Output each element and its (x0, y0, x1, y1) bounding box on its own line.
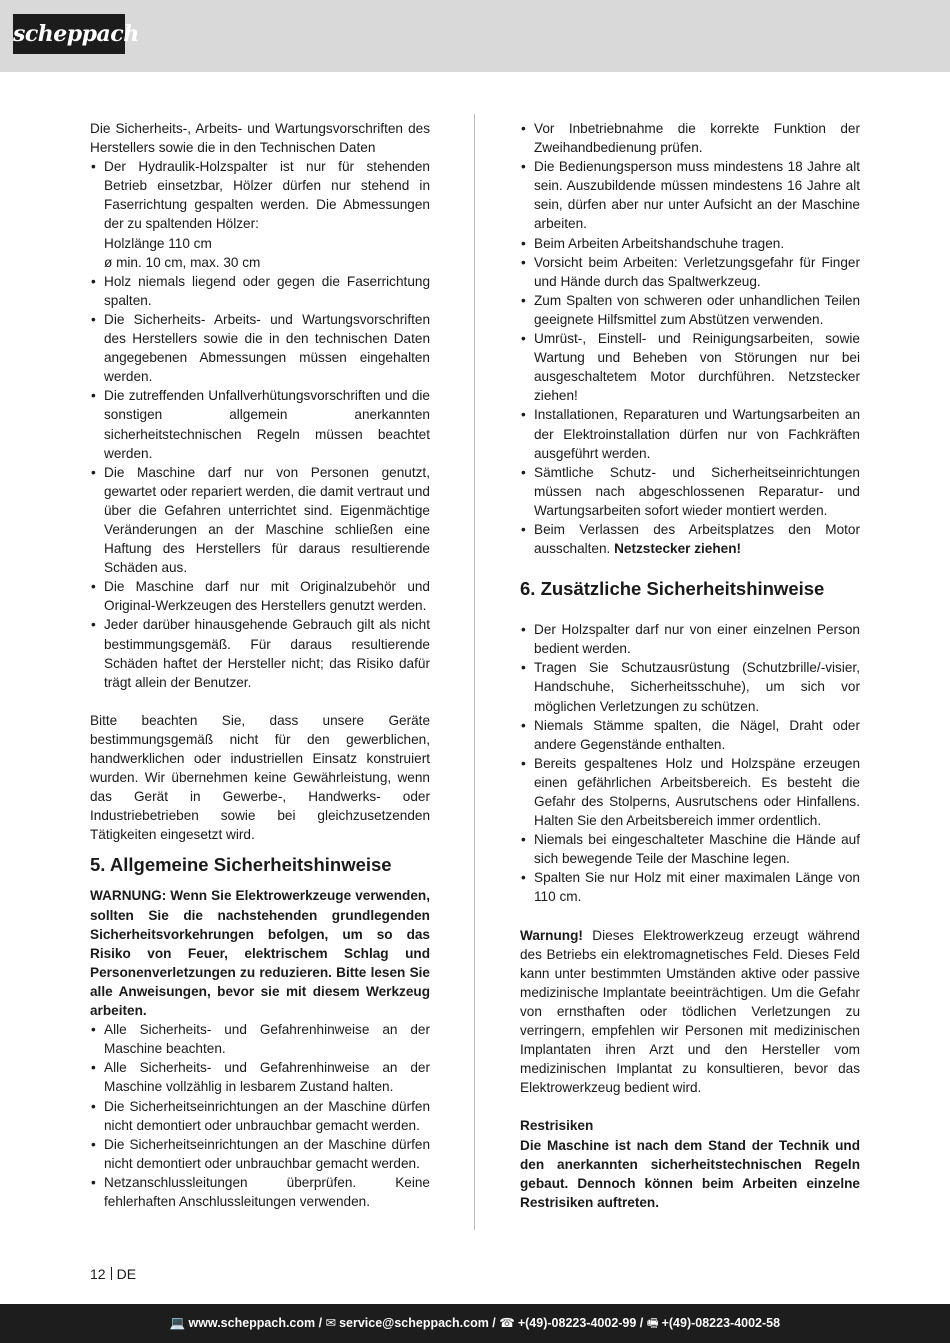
list-item: • Jeder darüber hinausgehende Gebrauch gilt als nicht bestimmungsgemäß. Für daraus resultierende Schäden haftet der Hersteller nicht; das Risiko dafür trägt allein der Benutzer. (90, 615, 430, 691)
list-item (520, 520, 860, 558)
list-item: • Netzanschlussleitungen überprüfen. Keine fehlerhaften Anschlussleitungen verwenden. (90, 1173, 430, 1211)
mail-icon: ✉ (325, 1316, 337, 1330)
header-band (0, 0, 950, 72)
list-item: • Sämtliche Schutz- und Sicherheitseinrichtungen müssen nach abgeschlossenen Reparatur- und Wartungsarbeiten sofort wieder montiert werden. (520, 463, 860, 520)
list-item: • Die Maschine darf nur mit Originalzubehör und Original-Werkzeugen des Herstellers genutzt werden. (90, 577, 430, 615)
section-5-title: 5. Allgemeine Sicherheitshinweise (90, 854, 392, 876)
list-item: • Tragen Sie Schutzausrüstung (Schutzbrille/-visier, Handschuhe, Sicherheitsschuhe), um sich vor möglichen Verletzungen zu schützen. (520, 658, 860, 715)
footer-phone: +(49)-08223-4002-99 / (517, 1316, 644, 1330)
dimension-length: Holzlänge 110 cm (104, 235, 212, 251)
page-number (90, 1265, 136, 1283)
footer-email: service@scheppach.com / (339, 1316, 496, 1330)
page-separator (111, 1267, 112, 1280)
list-item (90, 157, 430, 272)
usage-bullet-list (90, 157, 430, 692)
list-item: • Umrüst-, Einstell- und Reinigungsarbeiten, sowie Wartung und Beheben von Störungen nur bei ausgeschaltetem Motor durchführen. Netzstecker ziehen! (520, 329, 860, 405)
general-safety-list (90, 1020, 430, 1211)
list-item: • Die Maschine darf nur von Personen genutzt, gewartet oder repariert werden, die damit vertraut und über die Gefahren unterrichtet sind. Eigenmächtige Veränderungen an der Maschine schließen eine Haftung des Herstellers für daraus resultierende Schäden aus. (90, 463, 430, 578)
list-item: • Die zutreffenden Unfallverhütungsvorschriften und die sonstigen allgemein anerkannten sicherheitstechnischen Regeln müssen beachtet werden. (90, 386, 430, 462)
section-6-title: 6. Zusätzliche Sicherheitshinweise (520, 578, 825, 600)
footer-web: www.scheppach.com / (188, 1316, 323, 1330)
bullet-text: Der Hydraulik-Holzspalter ist nur für stehenden Betrieb einsetzbar, Hölzer dürfen nur stehend in Faserrichtung gespalten werden. Die Abmessungen der zu spaltenden Hölzer: (104, 159, 430, 232)
computer-icon: 💻 (169, 1316, 186, 1330)
list-item: • Beim Arbeiten Arbeitshandschuhe tragen. (520, 234, 860, 253)
phone-icon: ☎ (499, 1316, 515, 1330)
left-column (90, 119, 430, 1211)
section-5-warning: WARNUNG: Wenn Sie Elektrowerkzeuge verwenden, sollten Sie die nachstehenden grundlegenden Sicherheitsvorkehrungen befolgen, um so das Risiko von Feuer, elektrischem Schlag und Personenverletzungen zu reduzieren. Bitte lesen Sie alle Anweisungen, bevor sie mit diesem Werkzeug arbeiten. (90, 888, 430, 1019)
list-item: • Vorsicht beim Arbeiten: Verletzungsgefahr für Finger und Hände durch das Spaltwerkzeug. (520, 253, 860, 291)
list-item: • Alle Sicherheits- und Gefahrenhinweise an der Maschine beachten. (90, 1020, 430, 1058)
list-item: • Zum Spalten von schweren oder unhandlichen Teilen geeignete Hilfsmittel zum Abstützen verwenden. (520, 291, 860, 329)
list-item: • Niemals bei eingeschalteter Maschine die Hände auf sich bewegende Teile der Maschine legen. (520, 830, 860, 868)
list-item: • Die Sicherheitseinrichtungen an der Maschine dürfen nicht demontiert oder unbrauchbar gemacht werden. (90, 1097, 430, 1135)
intro-text: Die Sicherheits-, Arbeits- und Wartungsvorschriften des Herstellers sowie die in den Technischen Daten (90, 121, 430, 156)
column-divider (474, 114, 475, 1230)
footer-fax: +(49)-08223-4002-58 (661, 1316, 781, 1330)
list-item: • Die Sicherheits- Arbeits- und Wartungsvorschriften des Herstellers sowie die in den technischen Daten angegebenen Abmessungen müssen eingehalten werden. (90, 310, 430, 386)
warning-label: Warnung! (520, 927, 583, 943)
dimension-diameter: ø min. 10 cm, max. 30 cm (104, 254, 261, 270)
list-item: • Der Holzspalter darf nur von einer einzelnen Person bedient werden. (520, 620, 860, 658)
list-item: • Holz niemals liegend oder gegen die Faserrichtung spalten. (90, 272, 430, 310)
scheppach-logo: scheppach (13, 14, 125, 54)
list-item: • Spalten Sie nur Holz mit einer maximalen Länge von 110 cm. (520, 868, 860, 906)
list-item: • Niemals Stämme spalten, die Nägel, Draht oder andere Gegenstände enthalten. (520, 716, 860, 754)
bullet-text: Beim Verlassen des Arbeitsplatzes den Motor ausschalten. (534, 521, 860, 557)
right-column (520, 119, 860, 1212)
disclaimer-text: Bitte beachten Sie, dass unsere Geräte bestimmungsgemäß nicht für den gewerblichen, handwerklichen oder industriellen Einsatz konstruiert wurden. Wir übernehmen keine Gewährleistung, wenn das Gerät in Gewerbe-, Handwerks- oder Industriebetrieben sowie bei gleichzusetzenden Tätigkeiten eingesetzt wird. (90, 712, 430, 843)
list-item: • Die Bedienungsperson muss mindestens 18 Jahre alt sein. Auszubildende müssen mindestens 16 Jahre alt sein, dürfen aber nur unter Aufsicht an der Maschine arbeiten. (520, 157, 860, 233)
bullet-bold-text: Netzstecker ziehen! (614, 541, 742, 557)
warning-text: Dieses Elektrowerkzeug erzeugt während des Betriebs ein elektromagnetisches Feld. Dieses Feld kann unter bestimmten Umständen aktive oder passive medizinische Implantate beeinträchtigen. Um die Gefahr von ernsthaften oder tödlichen Verletzungen zu verringern, empfehlen wir Personen mit medizinischen Implantaten ihren Arzt und den Hersteller vom medizinischen Implantat zu konsultieren, bevor das Elektrowerkzeug bedient wird. (520, 927, 860, 1096)
fax-icon: 🖷 (646, 1316, 659, 1330)
list-item: • Vor Inbetriebnahme die korrekte Funktion der Zweihandbedienung prüfen. (520, 119, 860, 157)
restrisiken-title: Restrisiken (520, 1118, 594, 1134)
list-item: • Installationen, Reparaturen und Wartungsarbeiten an der Elektroinstallation dürfen nur von Fachkräften ausgeführt werden. (520, 405, 860, 462)
operation-bullet-list (520, 119, 860, 558)
page-number-value: 12 (90, 1266, 106, 1282)
list-item: • Die Sicherheitseinrichtungen an der Maschine dürfen nicht demontiert oder unbrauchbar gemacht werden. (90, 1135, 430, 1173)
footer-band (0, 1304, 950, 1343)
list-item: • Alle Sicherheits- und Gefahrenhinweise an der Maschine vollzählig in lesbarem Zustand halten. (90, 1058, 430, 1096)
emf-warning (520, 926, 860, 1098)
list-item: • Bereits gespaltenes Holz und Holzspäne erzeugen einen gefährlichen Arbeitsbereich. Es besteht die Gefahr des Stolperns, Ausrutschens oder Hinfallens. Halten Sie den Arbeitsbereich immer ordentlich. (520, 754, 860, 830)
additional-safety-list (520, 620, 860, 906)
restrisiken-text: Die Maschine ist nach dem Stand der Technik und den anerkannten sicherheitstechnischen Regeln gebaut. Dennoch können beim Arbeiten einzelne Restrisiken auftreten. (520, 1137, 860, 1210)
page-language: DE (116, 1266, 137, 1282)
